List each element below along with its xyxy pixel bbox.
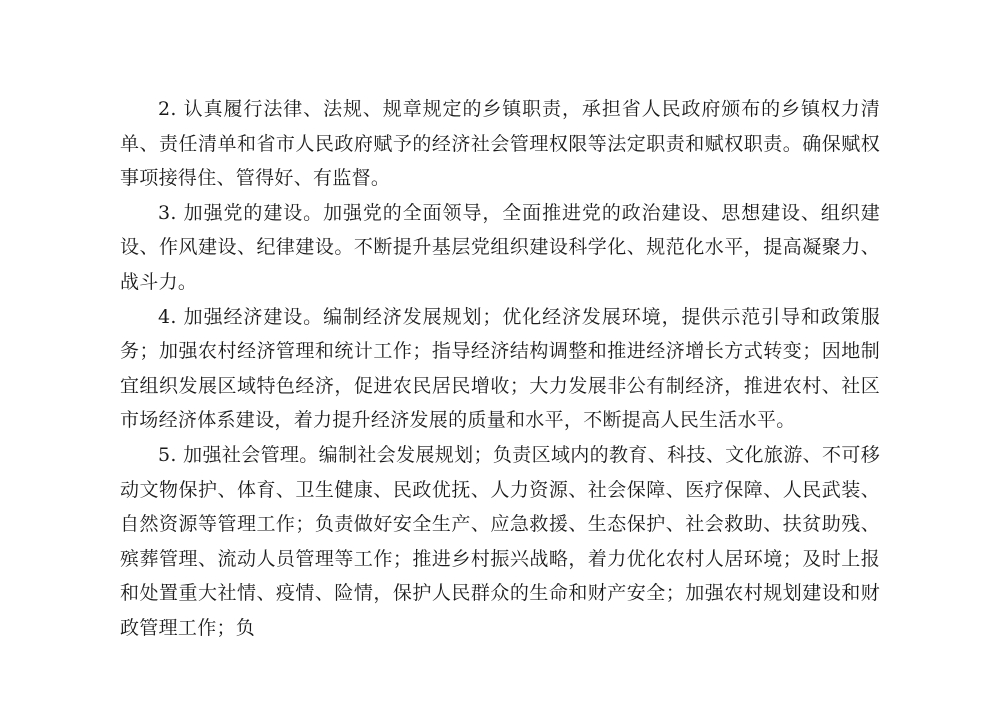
paragraph-duty-3: 3. 加强党的建设。加强党的全面领导，全面推进党的政治建设、思想建设、组织建设、作风建设、纪律建设。不断提升基层党组织建设科学化、规范化水平，提高凝聚力、战斗力。	[120, 201, 880, 293]
paragraph-duty-5: 5. 加强社会管理。编制社会发展规划；负责区域内的教育、科技、文化旅游、不可移动文物保护、体育、卫生健康、民政优抚、人力资源、社会保障、医疗保障、人民武装、自然资源等管理工作；负责做好安全生产、应急救援、生态保护、社会救助、扶贫助残、殡葬管理、流动人员管理等工作；推进乡村振兴战略，着力优化农村人居环境；及时上报和处置重大社情、疫情、险情，保护人民群众的生命和财产安全；加强农村规划建设和财政管理工作；负	[120, 443, 880, 639]
paragraph-duty-4: 4. 加强经济建设。编制经济发展规划；优化经济发展环境，提供示范引导和政策服务；加强农村经济管理和统计工作；指导经济结构调整和推进经济增长方式转变；因地制宜组织发展区域特色经济，促进农民居民增收；大力发展非公有制经济，推进农村、社区市场经济体系建设，着力提升经济发展的质量和水平，不断提高人民生活水平。	[120, 305, 880, 432]
paragraph-duty-2: 2. 认真履行法律、法规、规章规定的乡镇职责，承担省人民政府颁布的乡镇权力清单、责任清单和省市人民政府赋予的经济社会管理权限等法定职责和赋权职责。确保赋权事项接得住、管得好、有监督。	[120, 98, 880, 190]
document-body	[120, 92, 880, 646]
